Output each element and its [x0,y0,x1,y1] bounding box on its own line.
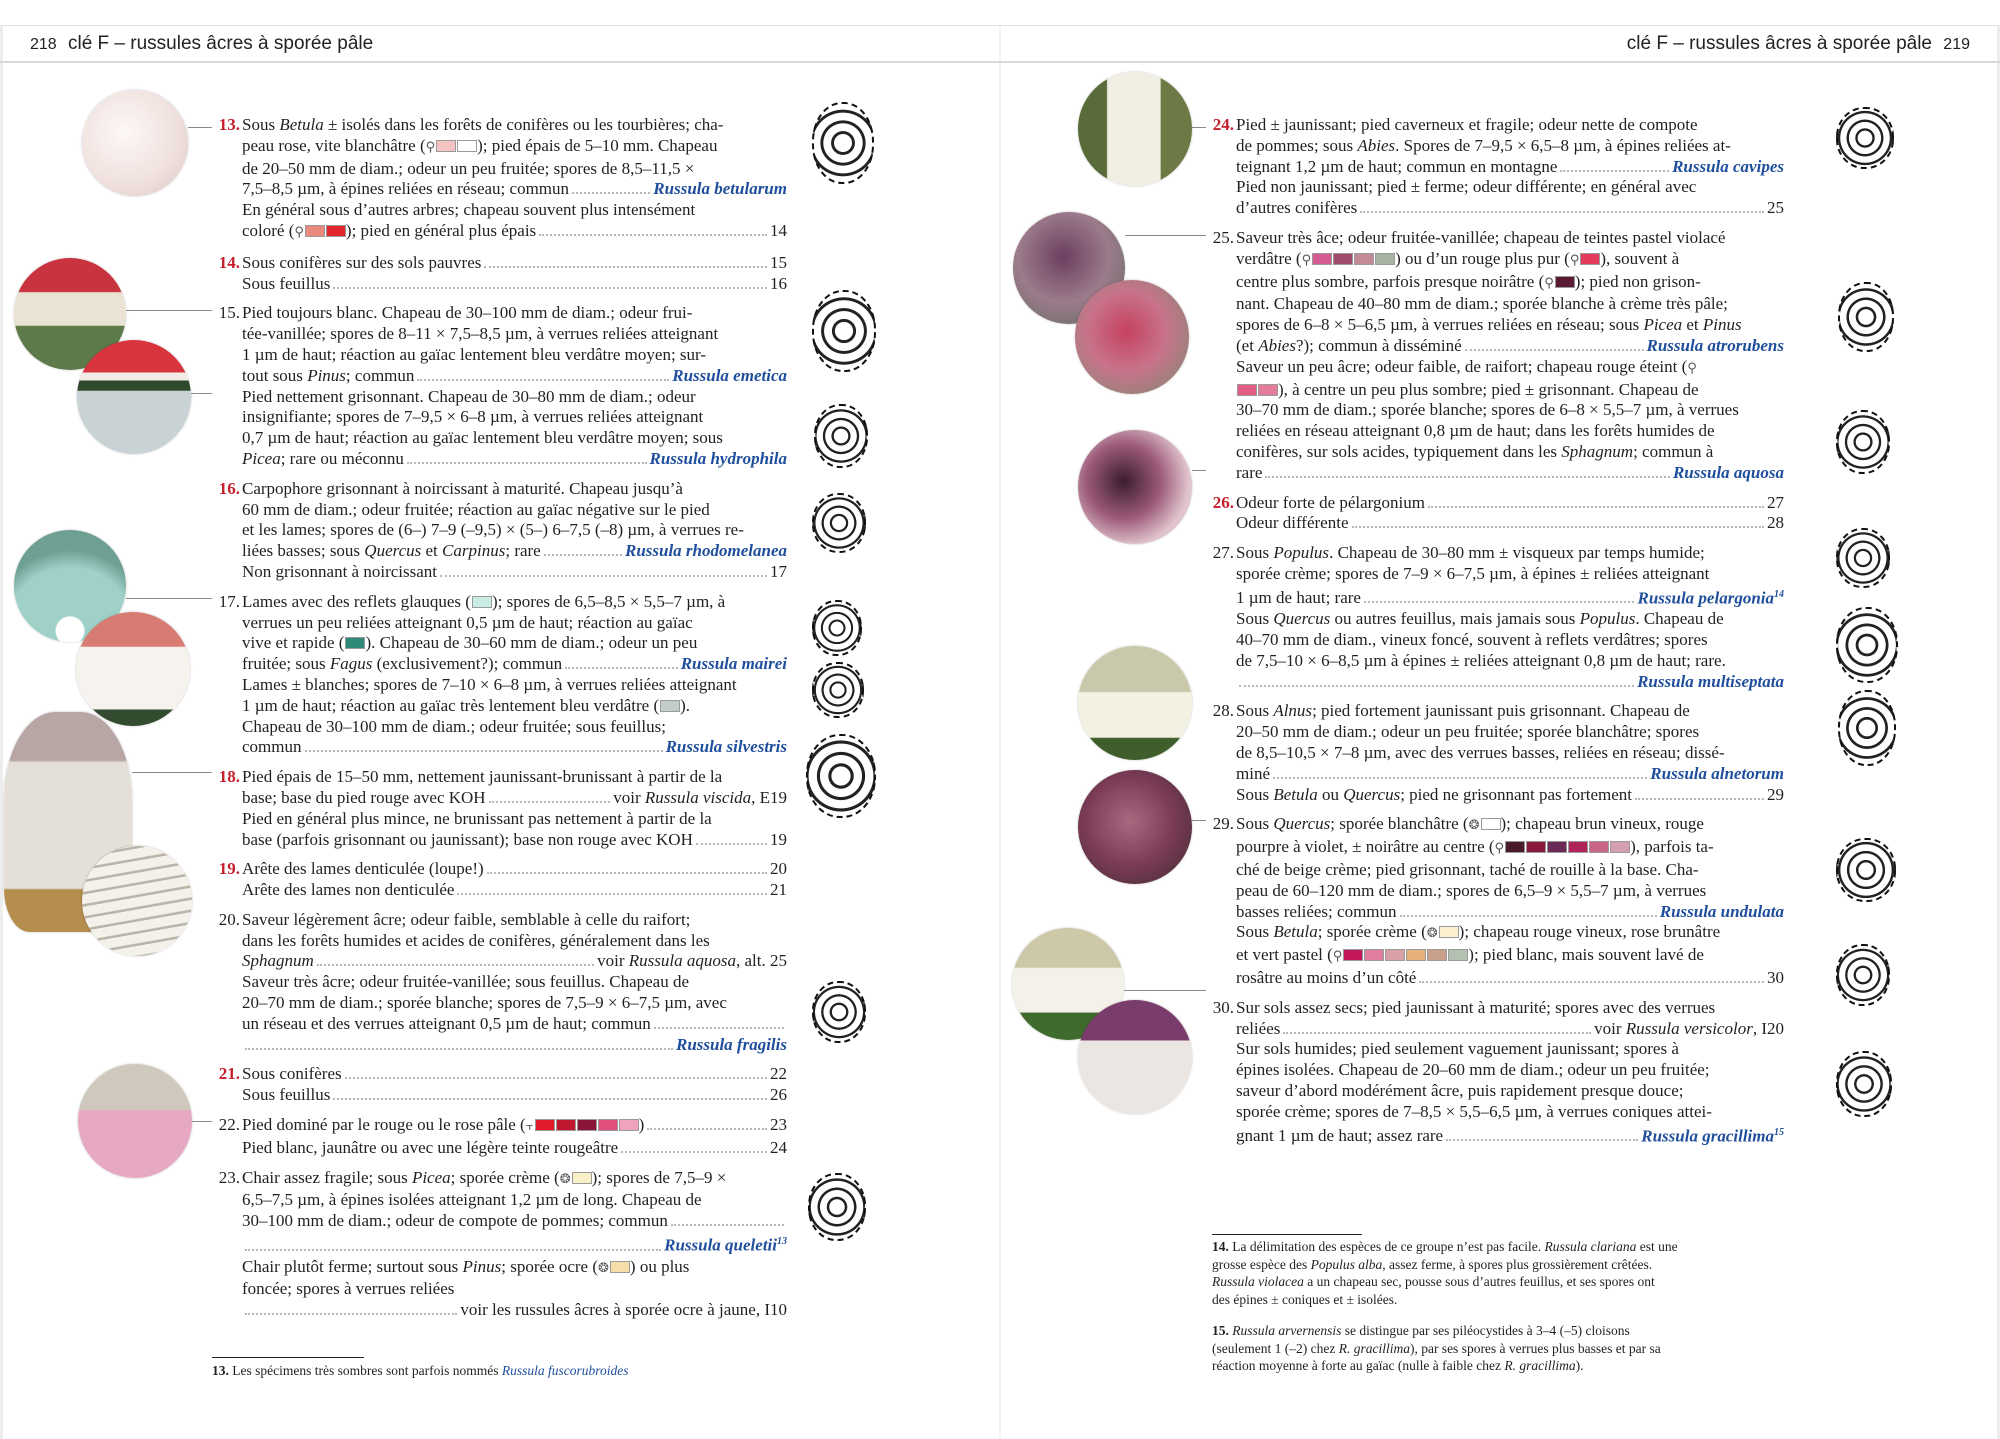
species-name: Russula pelargonia$^{14}$ [1637,588,1784,608]
species-name: Russula cavipes [1672,156,1784,176]
key-entry-17: 17. Lames avec des reflets glauques ( ); spores de 6,5–8,5 × 5,5–7 µm, à verrues un peu reliées atteignant 0,5 µm de haut; réaction au gaïac vive et rapide ( ). Chapeau de 30–60 mm de diam.; odeur un peu fruitée; sous Fagus (exclusivement?); commun Russula mairei Lames ± blanches; spores de 7–10 × 6–8 µm, à verrues reliées atteignant 1 µm de haut; réaction au gaïac très lentement bleu verdâtre ( ). Chapeau de 30–100 mm de diam.; odeur fruitée; sous feuillus; commun Russula silvestris [212,592,787,758]
cap-color-icon: ⚲ [294,224,304,240]
spore-drawing [1836,1051,1892,1117]
spore-drawing [1838,690,1896,766]
species-name: Russula betularum [653,179,787,199]
mushroom-photo-purple-cap-white-stem [1078,1000,1192,1114]
mushroom-photo-gill-edge [82,846,192,956]
color-swatch [556,1119,576,1131]
spore-print-icon: ❂ [1426,926,1438,942]
species-name: Russula alnetorum [1650,763,1784,783]
photo-leader-line [126,598,212,599]
entry-number: 26. [1212,492,1234,512]
mushroom-photo-red-cap-stem [77,340,191,454]
key-entry-16: 16. Carpophore grisonnant à noircissant à maturité. Chapeau jusqu’à 60 mm de diam.; odeur fruitée; réaction au gaïac négative sur le pied et les lames; spores de (6–) 7–9 (–9,5) × (5–) 6–7,5 (–8) µm, à verrues re- liées basses; sous Quercus et Carpinus; rare Russula rhodomelanea Non grisonnant à noircissant 17 [212,479,787,583]
mushroom-photo-stem-white [76,612,190,726]
running-title: clé F – russules âcres à sporée pâle [1626,33,1933,54]
species-name: Russula atrorubens [1646,335,1784,355]
color-swatch [1237,384,1257,396]
color-swatch [572,1172,592,1184]
mushroom-photo-vinous-cap [1078,770,1192,884]
key-entry-15: 15. Pied toujours blanc. Chapeau de 30–100 mm de diam.; odeur frui- tée-vanillée; spores de 8–11 × 7,5–8,5 µm, à verrues reliées atteignant 1 µm de haut; réaction au gaïac lentement bleu verdâtre moyen; sur- tout sous Pinus; commun Russula emetica Pied nettement grisonnant. Chapeau de 30–80 mm de diam.; odeur insignifiante; spores de 7–9,5 × 6–8 µm, à verrues reliées atteignant 0,7 µm de haut; réaction au gaïac lentement bleu verdâtre moyen; sous Picea; rare ou méconnu Russula hydrophila [212,303,787,469]
species-name: Russula silvestris [665,737,787,757]
mushroom-photo-red-cap-forest [1075,280,1189,394]
entry-number: 28. [1212,701,1234,721]
entry-number: 29. [1212,814,1234,834]
stem-color-icon: ⫟ [525,1119,534,1135]
photo-leader-line [1192,470,1206,471]
color-swatch [1547,841,1567,853]
entry-number: 20. [218,909,240,929]
color-swatch [457,140,477,152]
cap-color-icon: ⚲ [1332,949,1343,965]
photo-leader-line [188,127,212,128]
mushroom-photo-cap-pale [82,90,188,196]
key-entry-29: 29. Sous Quercus; sporée blanchâtre (❂ ); chapeau brun vineux, rouge pourpre à violet, ± noirâtre au centre (⚲ ), parfois ta- ché de beige crème; pied grisonnant, taché de rouille à la base. Cha- peau de 60–120 mm de diam.; spores de 6,5–9 × 5,5–7 µm, à verrues basses reliées; commun Russula undulata Sous Betula; sporée crème (❂ ); chapeau rouge vineux, rose brunâtre et vert pastel (⚲ ); pied blanc, mais souvent lavé de rosâtre au moins d’un côté 30 [1206,814,1784,988]
color-swatch [1589,841,1609,853]
cap-color-icon: ⚲ [1301,252,1312,268]
left-page-header [0,27,1000,63]
color-swatch [436,140,456,152]
color-swatch [1427,949,1447,961]
key-entry-21: 21. Sous conifères 22 Sous feuillus 26 [212,1064,787,1106]
color-swatch [619,1119,639,1131]
spore-drawing [812,981,866,1043]
entry-number: 19. [218,859,240,879]
footnote-rule [212,1357,364,1358]
footnote-15: 15. Russula arvernensis se distingue par ses piléocystides à 3–4 (–5) cloisons (seulement 1 (–2) chez R. gracillima), par ses spores à verrues plus basses et par sa réaction moyenne à forte au gaïac (nulle à faible chez R. gracillima). [1212,1323,1661,1373]
spore-print-icon: ❂ [1468,818,1480,834]
left-page-edge [0,26,3,1439]
key-entry-24: 24. Pied ± jaunissant; pied caverneux et fragile; odeur nette de compote de pommes; sous Abies. Spores de 7–9,5 × 6,5–8 µm, à épines reliées at- teignant 1,2 µm de haut; commun en montagne Russula cavipes Pied non jaunissant; pied ± ferme; odeur différente; en général avec d’autres conifères 25 [1206,115,1784,219]
color-swatch [660,700,680,712]
spore-print-icon: ❂ [559,1171,571,1187]
mushroom-photo-stem-cavernous [1078,72,1192,186]
spore-drawing [812,662,864,718]
color-swatch [305,225,325,237]
species-name: Russula undulata [1659,901,1784,921]
photo-leader-line [1124,990,1206,991]
spore-drawing [1836,410,1890,474]
footnote-14: 14. La délimitation des espèces de ce groupe n’est pas facile. Russula clariana est une grosse espèce des Populus alba, assez ferme, à spores plus grossièrement crêtées. Russula violacea a un chapeau sec, pousse sous d’autres feuillus, et ses spores ont des épines ± coniques et ± isolées. [1212,1239,1678,1307]
right-key-column [1206,115,1784,1156]
color-swatch [1258,384,1278,396]
color-swatch [1439,926,1459,938]
color-swatch [1333,253,1353,265]
spore-drawing [814,404,868,468]
cap-color-icon: ⚲ [1494,841,1505,857]
color-swatch [1343,949,1363,961]
color-swatch [472,596,492,608]
color-swatch [1354,253,1374,265]
color-swatch [1505,841,1525,853]
species-name: Russula multiseptata [1637,671,1784,691]
spore-drawing [812,600,862,656]
color-swatch [598,1119,618,1131]
page-number: 219 [1943,36,1970,53]
color-swatch [577,1119,597,1131]
key-entry-18: 18. Pied épais de 15–50 mm, nettement jaunissant-brunissant à partir de la base; base du pied rouge avec KOH voir Russula viscida, E19 Pied en général plus mince, ne brunissant pas nettement à partir de la base (parfois grisonnant ou jaunissant); base non rouge avec KOH 19 [212,767,787,850]
cap-color-icon: ⚲ [425,139,436,155]
key-entry-27: 27. Sous Populus. Chapeau de 30–80 mm ± visqueux par temps humide; sporée crème; spores de 7–9 × 6–7,5 µm, à épines ± reliées atteignant 1 µm de haut; rare Russula pelargonia$^{14}$ Sous Quercus ou autres feuillus, mais jamais sous Populus. Chapeau de 40–70 mm de diam., vineux foncé, souvent à reflets verdâtres; spores de 7,5–10 × 6–8,5 µm à épines ± reliées atteignant 0,8 µm de haut; rare. Russula multiseptata [1206,543,1784,692]
color-swatch [1568,841,1588,853]
entry-number: 22. [218,1115,240,1135]
entry-number: 17. [218,591,240,611]
color-swatch [1481,818,1501,830]
entry-number: 23. [218,1167,240,1187]
mushroom-photo-pink-stem [78,1064,192,1178]
photo-leader-line [1192,820,1206,821]
key-entry-25: 25. Saveur très âce; odeur fruitée-vanillée; chapeau de teintes pastel violacé verdâtre (⚲ ) ou d’un rouge plus pur (⚲ ), souvent à centre plus sombre, parfois presque noirâtre (⚲ ); pied non grison- nant. Chapeau de 40–80 mm de diam.; sporée blanche à crème très pâle; spores de 6–8 × 5–6,5 µm, à verrues reliées en réseau; sous Picea et Pinus (et Abies?); commun à disséminé Russula atrorubens Saveur un peu âcre; odeur faible, de raifort; chapeau rouge éteint (⚲ ), à centre un peu plus sombre; pied ± grisonnant. Chapeau de 30–70 mm de diam.; sporée blanche; spores de 6–8 × 5,5–7 µm, à verrues reliées en réseau atteignant 0,8 µm de haut; dans les forêts humides de conifères, sur sols acides, typiquement dans les Sphagnum; commun à rare Russula aquosa [1206,228,1784,484]
key-entry-13: 13. Sous Betula ± isolés dans les forêts de conifères ou les tourbières; cha- peau rose, vite blanchâtre (⚲ ); pied épais de 5–10 mm. Chapeau de 20–50 mm de diam.; odeur un peu fruitée; spores de 8,5–11,5 × 7,5–8,5 µm, à épines reliées en réseau; commun Russula betularum En général sous d’autres arbres; chapeau souvent plus intensément coloré (⚲ ); pied en général plus épais 14 [212,115,787,244]
spore-drawing [1836,528,1890,588]
spore-drawing [1836,607,1898,683]
left-key-column [212,115,787,1330]
entry-number: 25. [1212,227,1234,247]
color-swatch [1526,841,1546,853]
spore-drawing [812,493,866,553]
species-name: Russula fragilis [675,1034,787,1054]
species-name: Russula aquosa [1672,462,1784,482]
spore-drawing [812,290,876,372]
color-swatch [326,225,346,237]
footnote-13: 13. Les spécimens très sombres sont parfois nommés Russula fuscorubroides [212,1363,629,1378]
cap-color-icon: ⚲ [1544,275,1554,291]
photo-leader-line [191,393,212,394]
page-number: 218 [30,36,57,53]
photo-leader-line [192,1121,212,1122]
photo-leader-line [132,772,212,773]
page-gutter [999,26,1001,1439]
spore-drawing [1836,107,1894,169]
spore-drawing [812,102,874,184]
spore-drawing [1836,944,1890,1006]
running-title: clé F – russules âcres à sporée pâle [67,33,374,54]
color-swatch [1364,949,1384,961]
color-swatch [345,637,365,649]
species-name: Russula emetica [672,365,787,385]
entry-number: 27. [1212,543,1234,563]
color-swatch [1375,253,1395,265]
entry-number: 16. [218,478,240,498]
color-swatch [1312,253,1332,265]
spore-drawing [1836,838,1896,902]
spore-drawing [806,734,876,818]
footnote-rule [1212,1234,1362,1235]
photo-leader-line [1125,235,1206,236]
entry-number: 24. [1212,115,1234,134]
species-name: Russula mairei [680,654,787,674]
species-name: Russula queletii$^{13}$ [664,1235,787,1255]
species-name: Russula gracillima$^{15}$ [1641,1126,1784,1146]
entry-number: 13. [218,115,240,134]
key-entry-20: 20. Saveur légèrement âcre; odeur faible, semblable à celle du raifort; dans les forêts humides et acides de conifères, généralement dans les Sphagnum voir Russula aquosa, alt. 25 Saveur très âcre; odeur fruitée-vanillée; sous feuillus. Chapeau de 20–70 mm de diam.; sporée blanche; spores de 7,5–9 × 6–7,5 µm, avec un réseau et des verrues atteignant 0,5 µm de haut; commun Russula fragilis [212,910,787,1056]
entry-number: 15. [218,303,240,323]
key-entry-14: 14. Sous conifères sur des sols pauvres 15 Sous feuillus 16 [212,253,787,295]
entry-number: 14. [218,252,240,272]
mushroom-photo-dull-red-cap [1078,430,1192,544]
key-entry-28: 28. Sous Alnus; pied fortement jaunissant puis grisonnant. Chapeau de 20–50 mm de diam.; odeur un peu fruitée; sporée blanchâtre; spores de 8,5–10,5 × 7–8 µm, avec des verrues basses, reliées en réseau; dissé- miné Russula alnetorum Sous Betula ou Quercus; pied ne grisonnant pas fortement 29 [1206,701,1784,805]
color-swatch [1406,949,1426,961]
color-swatch [1385,949,1405,961]
spore-drawing [1838,282,1894,352]
cap-color-icon: ⚲ [1687,360,1697,376]
key-entry-19: 19. Arête des lames denticulée (loupe!) 20 Arête des lames non denticulée 21 [212,859,787,901]
key-entry-30: 30. Sur sols assez secs; pied jaunissant à maturité; spores avec des verrues reliées voir Russula versicolor, I20 Sur sols humides; pied seulement vaguement jaunissant; spores à épines isolées. Chapeau de 20–60 mm de diam.; odeur un peu fruitée; saveur d’abord modérément âcre, puis rapidement presque douce; sporée crème; spores de 7–8,5 × 5,5–6,5 µm, à verrues coniques attei- gnant 1 µm de haut; assez rare Russula gracillima$^{15}$ [1206,998,1784,1147]
key-entry-23: 23. Chair assez fragile; sous Picea; sporée crème (❂ ); spores de 7,5–9 × 6,5–7,5 µm, à épines isolées atteignant 1,2 µm de long. Chapeau de 30–100 mm de diam.; odeur de compote de pommes; commun Russula queletii$^{13}$ Chair plutôt ferme; surtout sous Pinus; sporée ocre (❂ ) ou plus foncée; spores à verrues reliées voir les russules âcres à sporée ocre à jaune, I10 [212,1168,787,1321]
spore-drawing [808,1173,866,1241]
photo-leader-line [1192,127,1206,128]
color-swatch [535,1119,555,1131]
mushroom-photo-gills-stem-green [1078,646,1192,760]
species-name: Russula rhodomelanea [624,541,787,561]
entry-number: 18. [218,767,240,787]
color-swatch [1580,253,1600,265]
key-entry-26: 26. Odeur forte de pélargonium 27 Odeur différente 28 [1206,493,1784,535]
color-swatch [1555,276,1575,288]
photo-leader-line [126,310,212,311]
right-page-header [1000,27,2000,63]
species-name: Russula hydrophila [649,448,787,468]
top-bar [0,0,2000,26]
entry-number: 30. [1212,997,1234,1017]
color-swatch [610,1261,630,1273]
spore-print-icon: ❂ [598,1260,609,1276]
entry-number: 21. [218,1064,240,1084]
key-entry-22: 22. Pied dominé par le rouge ou le rose pâle (⫟ ) 23 Pied blanc, jaunâtre ou avec une légère teinte rougeâtre 24 [212,1115,787,1159]
color-swatch [1448,949,1468,961]
cap-color-icon: ⚲ [1569,252,1580,268]
color-swatch [1610,841,1630,853]
